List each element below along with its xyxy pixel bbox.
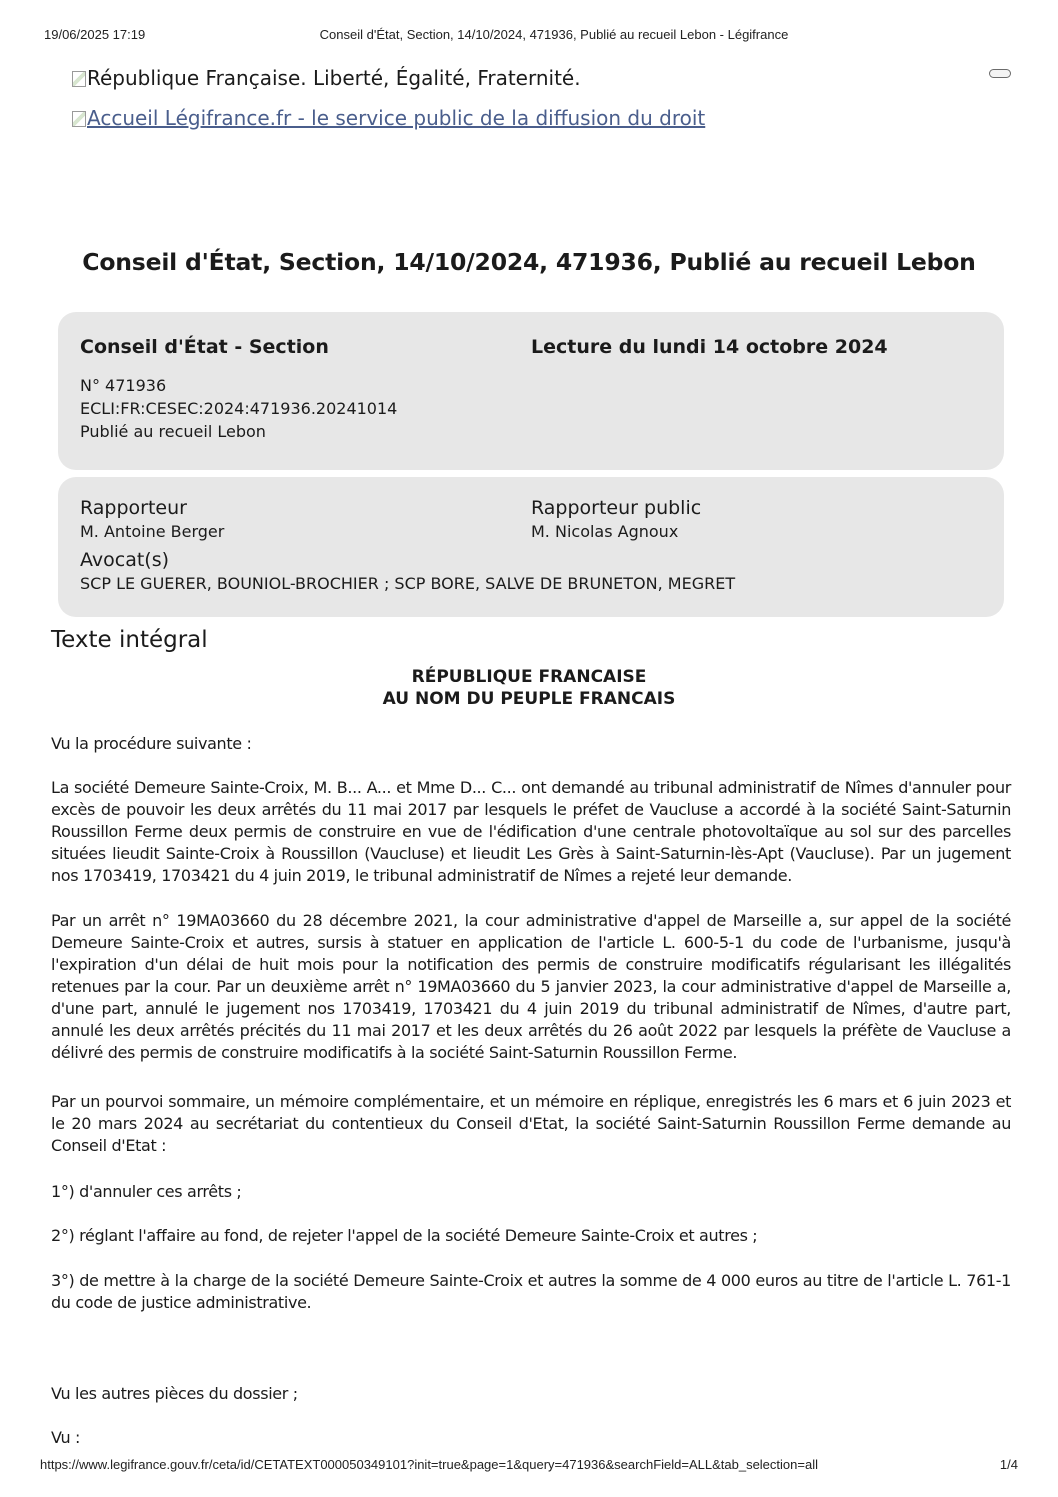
republic-heading-line1: RÉPUBLIQUE FRANCAISE xyxy=(411,667,647,687)
court-name: Conseil d'État - Section xyxy=(80,336,329,358)
page-title: Conseil d'État, Section, 14/10/2024, 471936, Publié au recueil Lebon xyxy=(82,248,976,276)
republic-heading xyxy=(0,666,1058,710)
rapporteur-public-name: M. Nicolas Agnoux xyxy=(531,522,679,541)
decision-info-box xyxy=(58,312,1004,470)
avocats-label: Avocat(s) xyxy=(80,549,170,571)
paragraph: Par un arrêt n° 19MA03660 du 28 décembre 2021, la cour administrative d'appel de Marseille a, sur appel de la société Demeure Sainte-Croix et autres, sursis à statuer en application de l'article L. 600-5-1 du code de l'urbanisme, jusqu'à l'expiration d'un délai de huit mois pour la notification des permis de construire modificatifs régularisant les illégalités retenues par la cour. Par un deuxième arrêt n° 19MA03660 du 5 janvier 2023, la cour administrative d'appel de Marseille a, d'une part, annulé le jugement nos 1703419, 1703421 du 4 juin 2019 du tribunal administratif de Nîmes, d'autre part, annulé les deux arrêtés précités du 11 mai 2017 et les deux arrêtés du 26 août 2022 par lesquels la préfète de Vaucluse a délivré des permis de construire modificatifs à la société Saint-Saturnin Roussillon Ferme. xyxy=(51,911,1011,1062)
section-title: Texte intégral xyxy=(51,627,208,653)
republique-logo xyxy=(72,66,581,90)
republic-heading-line2: AU NOM DU PEUPLE FRANCAIS xyxy=(382,689,676,709)
paragraph: Vu : xyxy=(51,1428,81,1447)
print-header xyxy=(0,27,1058,45)
paragraph: La société Demeure Sainte-Croix, M. B... A... et Mme D... C... ont demandé au tribunal administratif de Nîmes d'annuler pour excès de pouvoir les deux arrêtés du 11 mai 2017 par lesquels le préfet de Vaucluse a accordé à la société Saint-Saturnin Roussillon Ferme deux permis de construire en vue de l'édification d'une centrale photovoltaïque au sol sur des parcelles situées lieudit Sainte-Croix à Roussillon (Vaucluse) et lieudit Les Grès à Saint-Saturnin-lès-Apt (Vaucluse). Par un jugement nos 1703419, 1703421 du 4 juin 2019, le tribunal administratif de Nîmes a rejeté leur demande. xyxy=(51,778,1011,885)
broken-image-icon xyxy=(72,111,86,127)
parties-box xyxy=(58,477,1004,617)
paragraph: 2°) réglant l'affaire au fond, de rejeter l'appel de la société Demeure Sainte-Croix et autres ; xyxy=(51,1226,758,1245)
print-footer xyxy=(0,1457,1058,1475)
broken-image-icon xyxy=(72,71,86,87)
paragraph: Vu les autres pièces du dossier ; xyxy=(51,1384,298,1403)
rapporteur-label: Rapporteur xyxy=(80,497,187,519)
page-number: 1/4 xyxy=(999,1457,1018,1472)
rapporteur-name: M. Antoine Berger xyxy=(80,522,225,541)
ecli-code: ECLI:FR:CESEC:2024:471936.20241014 xyxy=(80,399,398,418)
print-url: https://www.legifrance.gouv.fr/ceta/id/CETATEXT000050349101?init=true&page=1&query=471936&searchField=ALL&tab_selection=all xyxy=(40,1457,818,1472)
paragraph: Vu la procédure suivante : xyxy=(51,734,252,753)
reading-date: Lecture du lundi 14 octobre 2024 xyxy=(531,336,888,358)
home-link-text[interactable]: Accueil Légifrance.fr - le service public de la diffusion du droit xyxy=(87,106,706,130)
paragraph: Par un pourvoi sommaire, un mémoire complémentaire, et un mémoire en réplique, enregistrés les 6 mars et 6 juin 2023 et le 20 mars 2024 au secrétariat du contentieux du Conseil d'Etat, la société Saint-Saturnin Roussillon Ferme demande au Conseil d'Etat : xyxy=(51,1092,1011,1155)
decision-number: N° 471936 xyxy=(80,376,167,395)
paragraph: 3°) de mettre à la charge de la société Demeure Sainte-Croix et autres la somme de 4 000 euros au titre de l'article L. 761-1 du code de justice administrative. xyxy=(51,1271,1011,1312)
menu-toggle-button[interactable] xyxy=(989,69,1011,78)
home-link[interactable] xyxy=(72,106,705,130)
print-page-title: Conseil d'État, Section, 14/10/2024, 471936, Publié au recueil Lebon - Légifrance xyxy=(319,27,789,42)
print-datetime: 19/06/2025 17:19 xyxy=(44,27,146,42)
logo-alt-text: République Française. Liberté, Égalité, Fraternité. xyxy=(87,66,581,90)
publication-status: Publié au recueil Lebon xyxy=(80,422,266,441)
paragraph: 1°) d'annuler ces arrêts ; xyxy=(51,1182,242,1201)
avocats-names: SCP LE GUERER, BOUNIOL-BROCHIER ; SCP BORE, SALVE DE BRUNETON, MEGRET xyxy=(80,574,736,593)
rapporteur-public-label: Rapporteur public xyxy=(531,497,702,519)
